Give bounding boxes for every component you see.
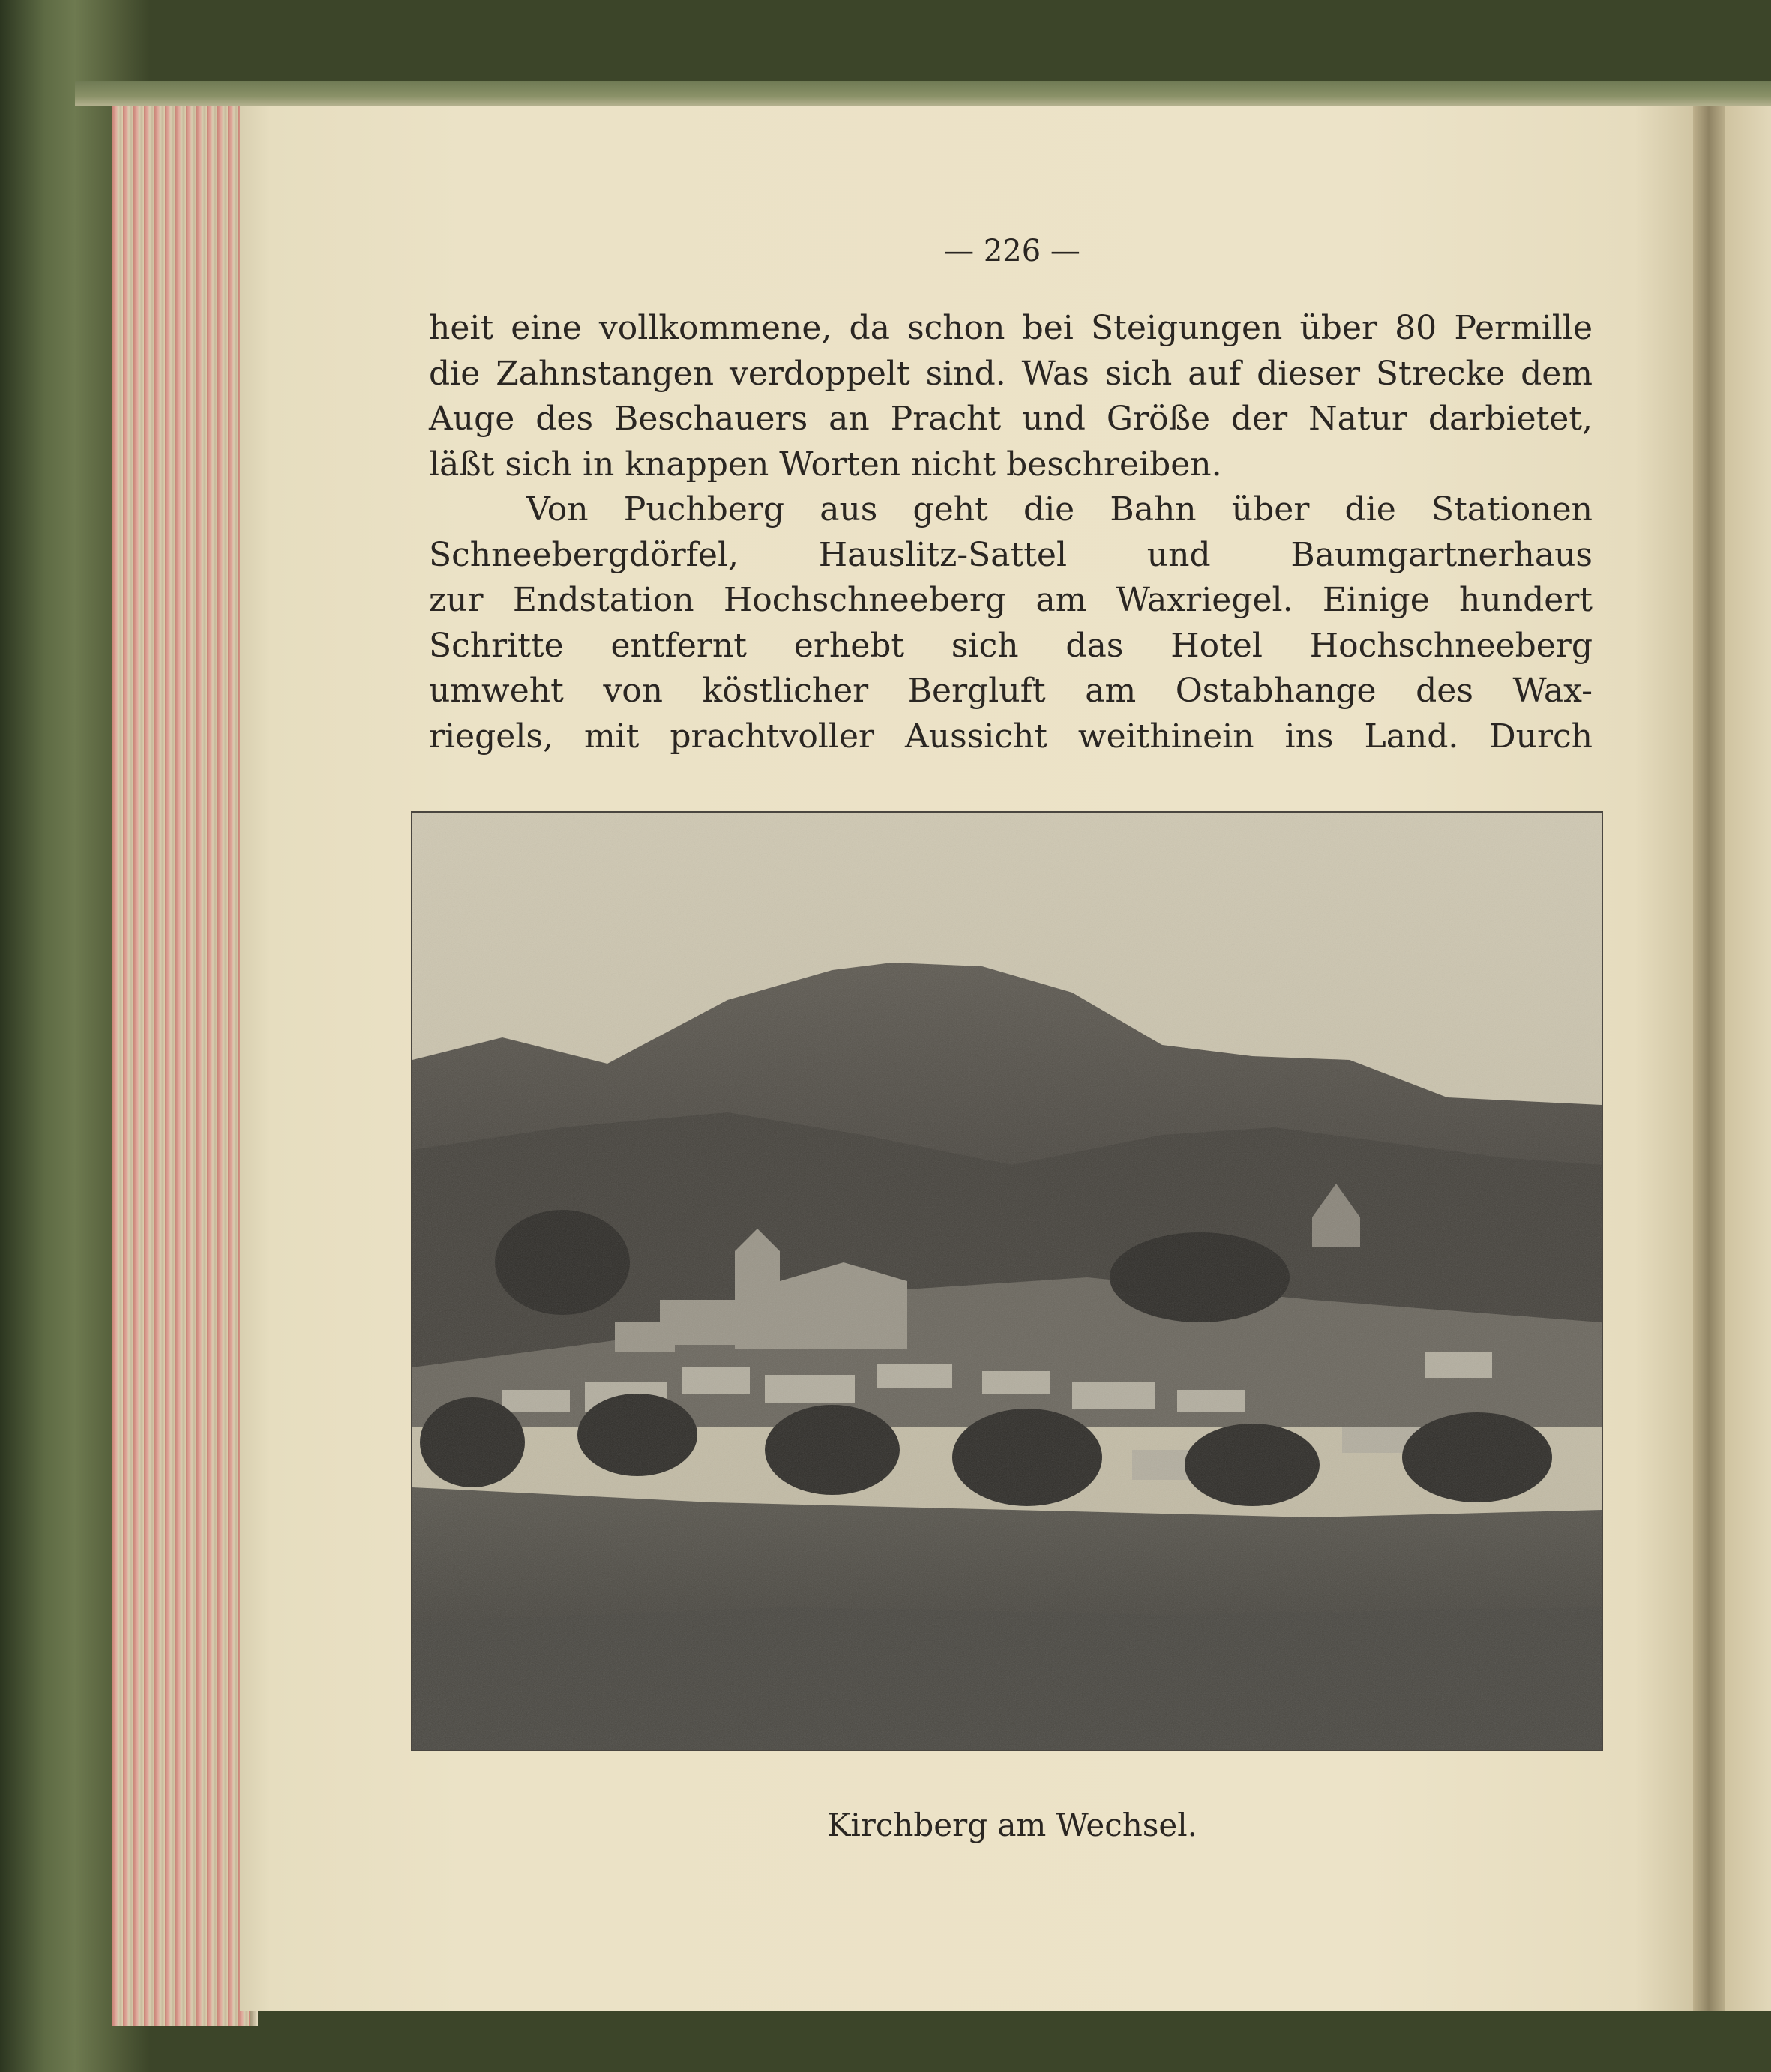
text-line: Von Puchberg aus geht die Bahn über die Stationen	[526, 490, 1593, 528]
page-number: — 226 —	[944, 234, 1080, 268]
photograph-drawing	[412, 813, 1602, 1750]
book-gutter	[1693, 106, 1725, 2011]
text-line: riegels, mit prachtvoller Aussicht weithinein ins Land. Durch	[429, 717, 1593, 756]
text-line: läßt sich in knappen Worten nicht beschreiben.	[429, 445, 1222, 484]
text-line: zur Endstation Hochschneeberg am Waxriegel. Einige hundert	[429, 581, 1593, 619]
page-edges-stack	[112, 106, 255, 2026]
text-line: die Zahnstangen verdoppelt sind. Was sich auf dieser Strecke dem	[429, 354, 1593, 393]
landscape-photograph	[411, 811, 1603, 1751]
book-cover-top-edge	[75, 81, 1771, 106]
text-line: Auge des Beschauers an Pracht und Größe der Natur darbietet,	[429, 400, 1593, 438]
facing-page-edge	[1725, 106, 1771, 2011]
text-line: Schneebergdörfel, Hauslitz-Sattel und Baumgartnerhaus	[429, 535, 1593, 574]
text-line: heit eine vollkommene, da schon bei Steigungen über 80 Permille	[429, 309, 1593, 347]
figure-caption: Kirchberg am Wechsel.	[826, 1807, 1198, 1843]
text-line: umweht von köstlicher Bergluft am Ostabhange des Wax-	[429, 672, 1593, 710]
body-text	[429, 306, 1593, 759]
text-line: Schritte entfernt erhebt sich das Hotel Hochschneeberg	[429, 626, 1593, 665]
